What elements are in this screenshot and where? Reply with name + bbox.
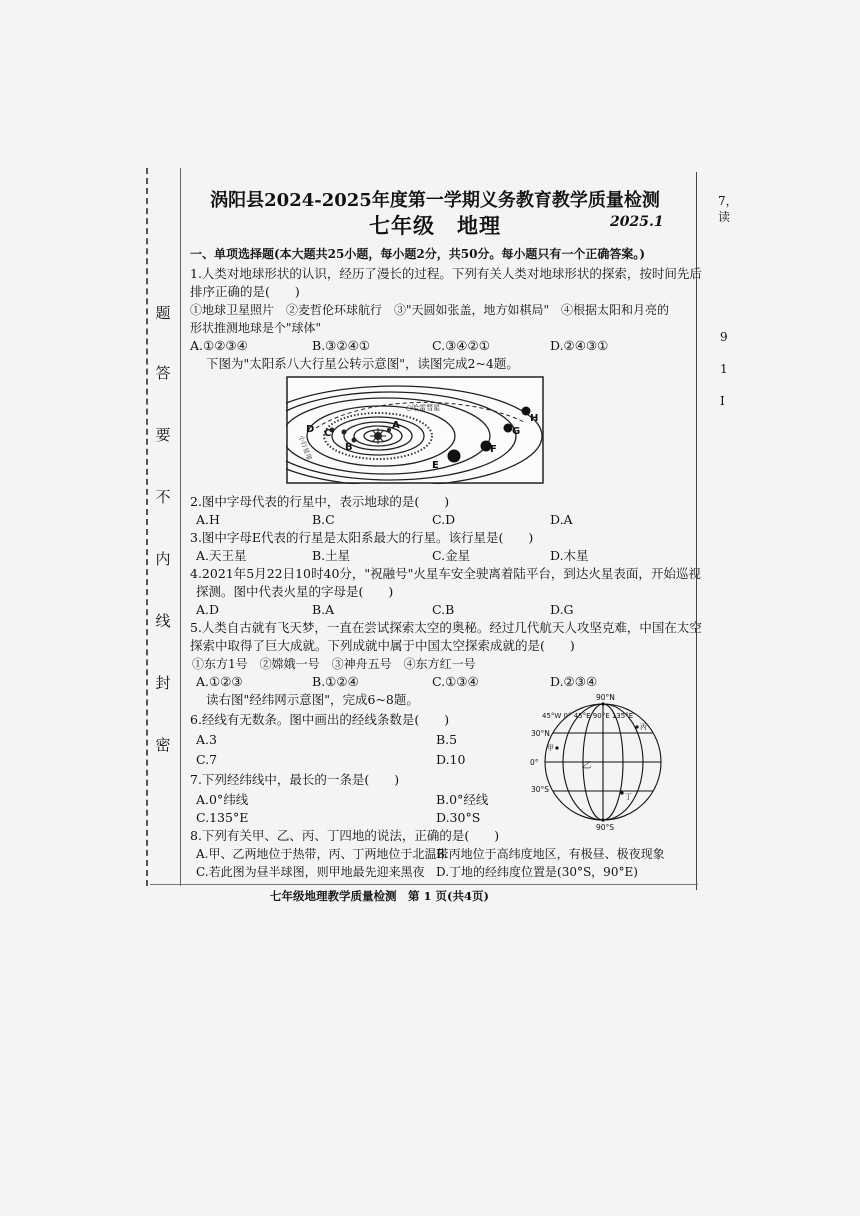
q1-option-d: D.②④③① [550,338,609,353]
right-margin-text: 读 [718,210,731,224]
q1-items: ①地球卫星照片 ②麦哲伦环球航行 ③"天圆如张盖，地方如棋局" ④根据太阳和月亮的 [190,303,670,317]
seal-char: 封 [155,674,171,692]
point-bing-label: 丙 [640,723,647,731]
q1-items: 形状推测地球是个"球体" [190,321,322,335]
planet-label: G [512,426,521,437]
page-footer: 七年级地理教学质量检测 第 1 页(共4页) [270,889,489,903]
seal-char: 要 [155,426,171,444]
lat-0-label: 0° [530,758,539,767]
point-jia [555,746,558,749]
q3-option-c: C.金星 [432,548,471,563]
seal-char: 不 [155,488,171,506]
q1-stem: 1.人类对地球形状的认识，经历了漫长的过程。下列有关人类对地球形状的探索，按时间先后 [190,266,702,281]
q5-option-a: A.①②③ [196,674,243,689]
planet-label: D [306,424,315,435]
intro-6-8: 读右图"经纬网示意图"，完成6~8题。 [206,692,419,707]
right-margin-text: 7， [718,194,738,208]
planet-E [448,450,461,463]
seal-char: 内 [155,550,171,568]
right-margin-text: I [720,394,725,408]
q8-stem: 8.下列有关甲、乙、丙、丁四地的说法，正确的是( ) [190,828,500,843]
q3-option-a: A.天王星 [196,548,247,563]
q6-option-a: A.3 [196,732,217,747]
exam-subtitle: 七年级 地理 [369,213,501,238]
q4-option-a: A.D [196,602,220,617]
q5-option-c: C.①③④ [432,674,479,689]
q5-option-d: D.②③④ [550,674,598,689]
q1-stem: 排序正确的是( ) [190,284,300,299]
q8-option-a: A.甲、乙两地位于热带，丙、丁两地位于北温带 [196,847,449,861]
section-heading: 一、单项选择题(本大题共25小题，每小题2分，共50分。每小题只有一个正确答案。) [190,247,646,261]
q2-option-c: C.D [432,512,456,527]
q7-option-b: B.0°经线 [436,792,489,807]
q7-option-a: A.0°纬线 [196,792,249,807]
lat-long-grid-diagram [518,690,688,832]
q1-option-c: C.③④②① [432,338,490,353]
south-pole-label: 90°S [596,823,615,832]
planet-label: C [324,428,332,439]
q6-option-c: C.7 [196,752,218,767]
sun-icon [370,428,386,444]
right-margin-text: 9 [720,330,728,344]
planet-label: A [392,420,400,431]
q4-option-c: C.B [432,602,455,617]
q5-stem: 探索中取得了巨大成就。下列成就中属于中国太空探索成就的是( ) [190,638,575,653]
lat-30n-label: 30°N [531,729,550,738]
north-pole-label: 90°N [596,693,615,702]
longitude-labels: 45°W 0° 45°E 90°E 135°E [542,712,634,720]
q1-option-b: B.③②④① [312,338,370,353]
q3-option-b: B.土星 [312,548,351,563]
point-jia-label: 甲 [547,744,554,752]
planet-C [342,430,347,435]
q2-option-b: B.C [312,512,335,527]
footer-rule [150,884,698,885]
planet-label: E [432,460,439,471]
comet-label: ○哈雷彗星 [406,404,441,412]
q4-stem: 4.2021年5月22日10时40分，"祝融号"火星车安全驶离着陆平台，到达火星表面，开始巡视 [190,566,701,581]
q8-option-b: B.丙地位于高纬度地区，有极昼、极夜现象 [436,847,665,861]
planet-A [387,428,391,432]
asteroid-belt-label: 小行星带 [296,434,314,462]
q3-option-d: D.木星 [550,548,589,563]
q6-option-d: D.10 [436,752,466,767]
exam-title: 涡阳县2024-2025年度第一学期义务教育教学质量检测 [210,190,660,211]
point-ding-label: 丁 [625,793,632,801]
right-margin-text: 1 [720,362,728,376]
solar-system-diagram [286,376,544,484]
q8-option-d: D.丁地的经纬度位置是(30°S，90°E) [436,865,638,879]
q7-stem: 7.下列经纬线中，最长的一条是( ) [190,772,400,787]
q1-option-a: A.①②③④ [190,338,248,353]
q2-option-a: A.H [196,512,220,527]
lat-30s-label: 30°S [531,785,550,794]
seal-char: 线 [155,612,171,630]
point-bing [635,725,638,728]
seal-char: 答 [155,364,171,382]
q6-stem: 6.经线有无数条。图中画出的经线条数是( ) [190,712,450,727]
q5-items: ①东方1号 ②嫦娥一号 ③神舟五号 ④东方红一号 [192,657,476,671]
seal-char: 题 [155,304,171,322]
planet-label: F [490,444,497,455]
seal-solid-line [180,168,181,886]
planet-label: H [530,413,539,424]
q5-stem: 5.人类自古就有飞天梦，一直在尝试探索太空的奥秘。经过几代航天人攻坚克难，中国在太空 [190,620,702,635]
seal-char: 密 [155,736,171,754]
q4-option-d: D.G [550,602,574,617]
q4-stem: 探测。图中代表火星的字母是( ) [196,584,394,599]
q4-option-b: B.A [312,602,335,617]
seal-dashed-line [146,168,148,886]
point-ding [620,791,623,794]
q3-stem: 3.图中字母E代表的行星是太阳系最大的行星。该行星是( ) [190,530,534,545]
exam-date: 2025.1 [610,214,664,230]
q5-option-b: B.①②④ [312,674,359,689]
q2-stem: 2.图中字母代表的行星中，表示地球的是( ) [190,494,450,509]
q6-option-b: B.5 [436,732,458,747]
q7-option-d: D.30°S [436,810,481,825]
q2-option-d: D.A [550,512,573,527]
planet-label: B [345,442,353,453]
q7-option-c: C.135°E [196,810,249,825]
q8-option-c: C.若此图为昼半球图，则甲地最先迎来黑夜 [196,865,425,879]
intro-2-4: 下图为"太阳系八大行星公转示意图"，读图完成2~4题。 [206,356,519,371]
point-yi-label: 乙 [582,761,592,771]
